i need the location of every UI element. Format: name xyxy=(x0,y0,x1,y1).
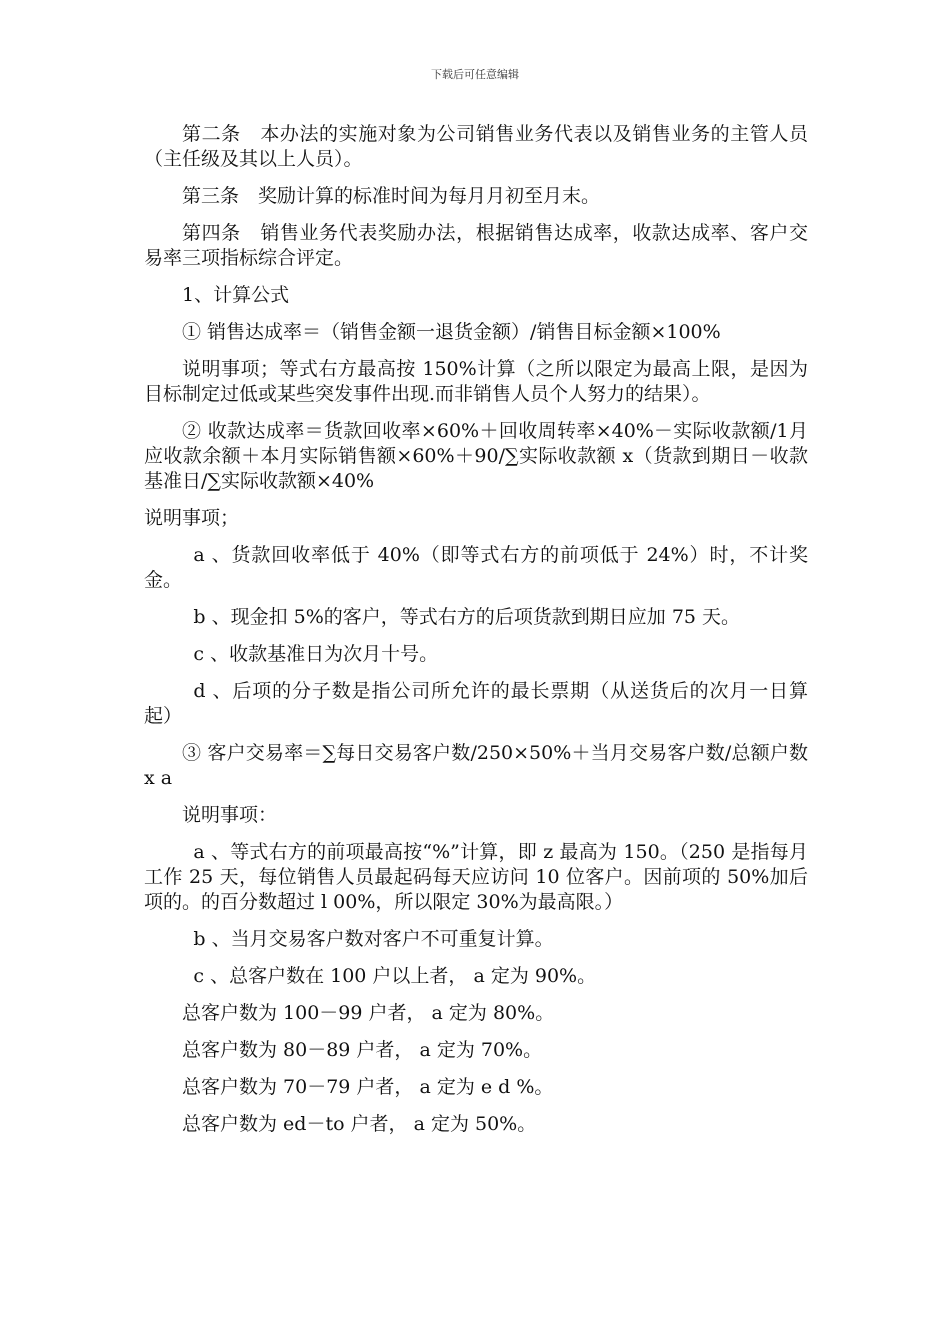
article-4: 第四条 销售业务代表奖励办法，根据销售达成率，收款达成率、客户交易率三项指标综合评定。 xyxy=(144,222,808,269)
tier-line-2: 总客户数为 80－89 户者， a 定为 70%。 xyxy=(182,1039,543,1061)
article-2: 第二条 本办法的实施对象为公司销售业务代表以及销售业务的主管人员（主任级及其以上人员）。 xyxy=(144,123,808,170)
formula-collection-rate: ② 收款达成率＝货款回收率×60%＋回收周转率×40%－实际收款额/1月应收款余额＋本月实际销售额×60%＋90/∑实际收款额 x（货款到期日－收款基准日/∑实际收款额×40% xyxy=(144,420,808,492)
notes-heading: 说明事项； xyxy=(144,507,240,529)
note2-item-c: c 、总客户数在 100 户以上者， a 定为 90%。 xyxy=(193,965,597,987)
section-heading-formula: 1、计算公式 xyxy=(182,284,290,306)
note2-item-a: a 、等式右方的前项最高按“%”计算，即 z 最高为 150。（250 是指每月工作 25 天，每位销售人员最起码每天应访问 10 位客户。因前项的 50%加后项的。的百分数超过 l 00%，所以限定 30%为最高限。） xyxy=(144,841,808,913)
tier-line-1: 总客户数为 100－99 户者， a 定为 80%。 xyxy=(182,1002,555,1024)
notes-heading-2: 说明事项： xyxy=(182,804,278,826)
note-item-a: a 、货款回收率低于 40%（即等式右方的前项低于 24%）时，不计奖金。 xyxy=(144,544,808,591)
page-header-note: 下载后可任意编辑 xyxy=(431,68,519,81)
note-item-d: d 、后项的分子数是指公司所允许的最长票期（从送货后的次月一日算起） xyxy=(144,680,808,727)
document-body xyxy=(144,122,808,1149)
note-item-c: c 、收款基准日为次月十号。 xyxy=(193,643,439,665)
tier-line-3: 总客户数为 70－79 户者， a 定为 e d %。 xyxy=(182,1076,554,1098)
note-sales-rate: 说明事项；等式右方最高按 150%计算（之所以限定为最高上限，是因为目标制定过低或某些突发事件出现.而非销售人员个人努力的结果）。 xyxy=(144,358,808,405)
note-item-b: b 、现金扣 5%的客户，等式右方的后项货款到期日应加 75 天。 xyxy=(193,606,741,628)
article-3: 第三条 奖励计算的标准时间为每月月初至月末。 xyxy=(182,185,601,207)
formula-sales-rate: ① 销售达成率＝（销售金额一退货金额）/销售目标金额×100% xyxy=(182,321,721,343)
formula-customer-rate: ③ 客户交易率＝∑每日交易客户数/250×50%＋当月交易客户数/总额户数 x a xyxy=(144,742,808,789)
tier-line-4: 总客户数为 ed－to 户者， a 定为 50%。 xyxy=(182,1113,537,1135)
note2-item-b: b 、当月交易客户数对客户不可重复计算。 xyxy=(193,928,554,950)
